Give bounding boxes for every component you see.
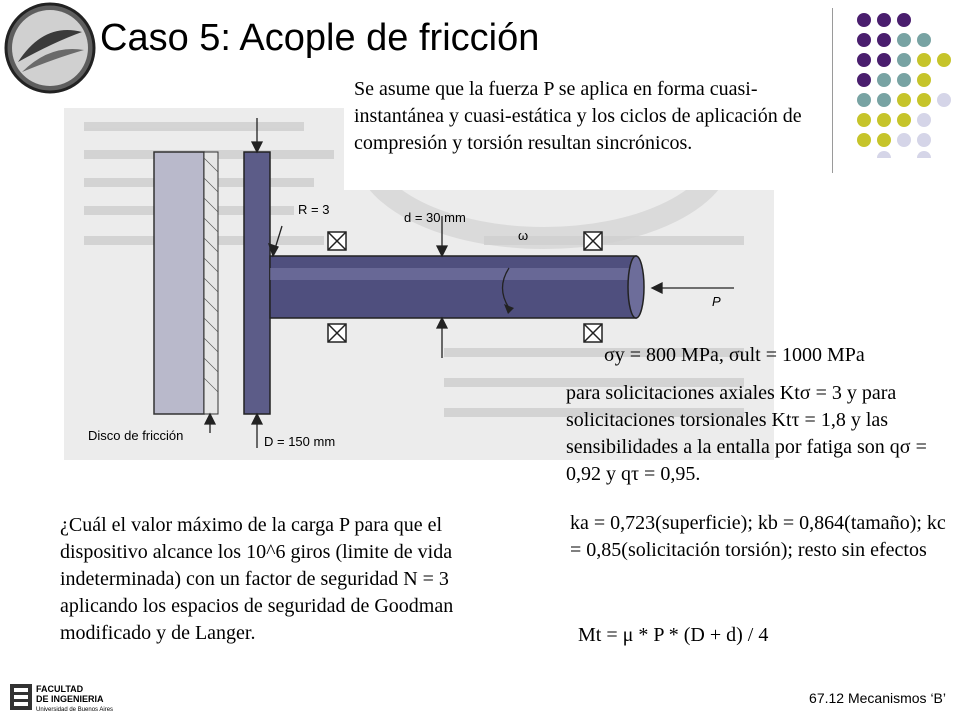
assumption-note: Se asume que la fuerza P se aplica en forma cuasi-instantánea y cuasi-estática y los ciclos de aplicación de compresión y torsión resultan sincrónicos.	[344, 72, 822, 190]
decorative-dot-grid	[848, 8, 958, 158]
shaft-body	[270, 256, 636, 318]
dot-row-2	[857, 33, 931, 47]
shaft-end	[628, 256, 644, 318]
footer-institution-line2: DE INGENIERIA	[36, 694, 104, 704]
label-r: R = 3	[298, 202, 330, 217]
dot-row-4	[857, 73, 931, 87]
dot-row-3	[857, 53, 951, 67]
marin-factors-text: ka = 0,723(superficie); kb = 0,864(tamaño); kc = 0,85(solicitación torsión); resto sin efectos	[570, 512, 946, 561]
accent-divider	[832, 8, 833, 173]
footer-institution-line3: Universidad de Buenos Aires	[36, 707, 114, 713]
fiuba-emblem-icon	[8, 680, 128, 716]
label-diameter: D = 150 mm	[264, 434, 336, 449]
dot-row-5	[857, 93, 951, 107]
dot-row-6	[857, 113, 931, 127]
slide-title: Caso 5: Acople de fricción	[100, 17, 540, 59]
problem-question: ¿Cuál el valor máximo de la carga P para que el dispositivo alcance los 10^6 giros (limite de vida indeterminada) con un factor de seguridad N = 3 aplicando los espacios de seguridad de Goodman modificado y de Langer.	[60, 514, 454, 644]
dot-row-1	[857, 13, 911, 27]
footer-institution-line1: FACULTAD	[36, 684, 84, 694]
faculty-seal-logo	[4, 2, 96, 94]
dot-row-7	[857, 133, 931, 147]
label-omega: ω	[518, 228, 529, 243]
fiuba-footer-logo	[8, 680, 128, 716]
shaft-flange	[244, 152, 270, 414]
dot-row-8	[877, 151, 931, 158]
label-d: d = 30 mm	[404, 210, 466, 225]
torque-formula: Mt = μ * P * (D + d) / 4	[578, 624, 769, 646]
friction-lining	[204, 152, 218, 414]
label-p: P	[712, 294, 721, 309]
material-properties: σy = 800 MPa, σult = 1000 MPa	[604, 344, 865, 366]
label-friction-disc: Disco de fricción	[88, 428, 184, 443]
friction-disc	[154, 152, 204, 414]
course-label: 67.12 Mecanismos ‘B’	[809, 690, 946, 706]
stress-concentration-text: para solicitaciones axiales Ktσ = 3 y para solicitaciones torsionales Ktτ = 1,8 y las sensibilidades a la entalla por fatiga son qσ = 0,92 y qτ = 0,95.	[566, 382, 927, 485]
